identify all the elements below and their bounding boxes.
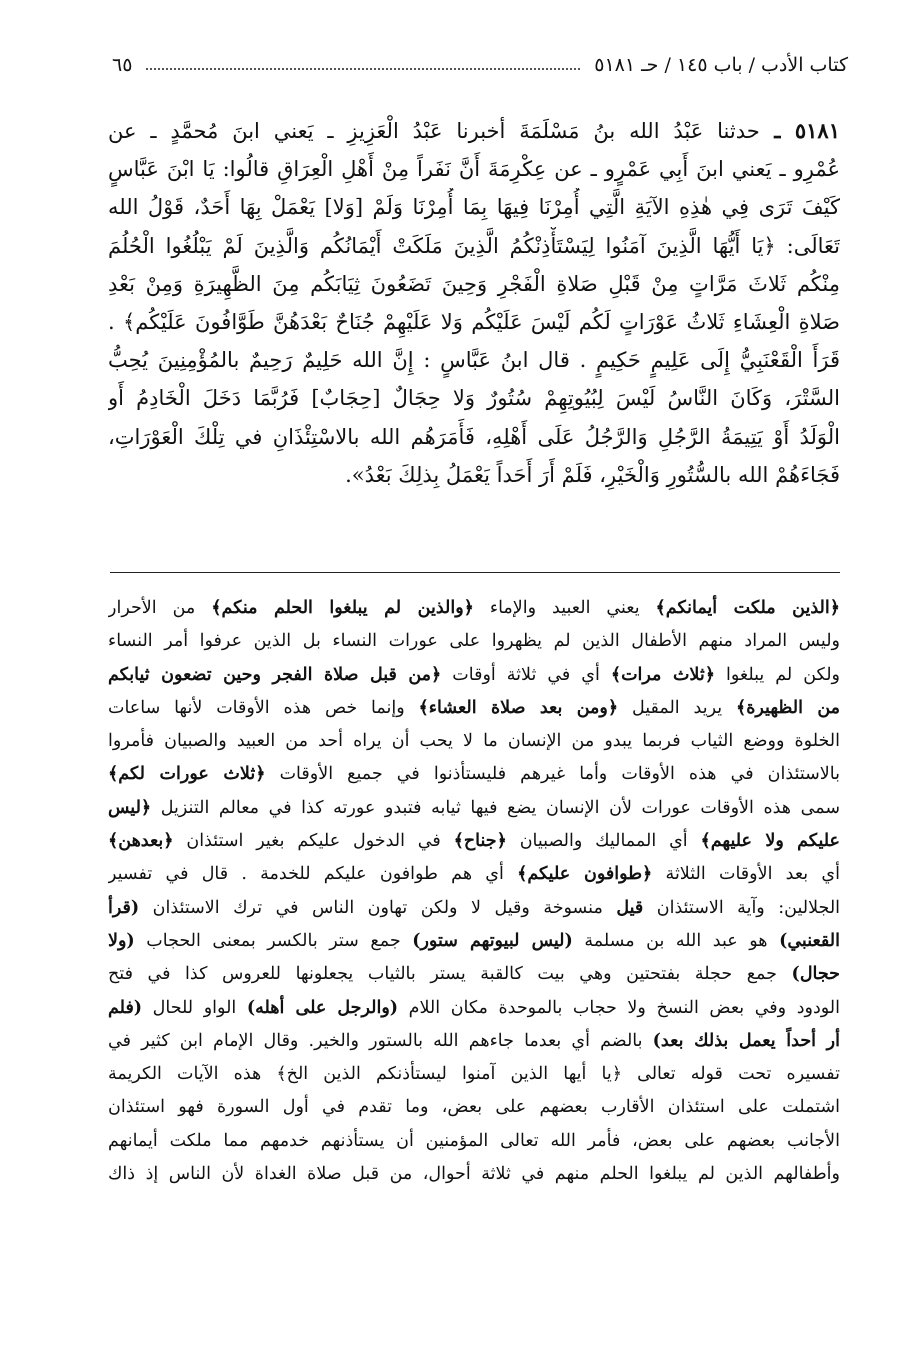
commentary-segment: بالضم أي بعدما جاءهم الله بالستور والخير. وقال الإمام ابن كثير في	[108, 1030, 653, 1051]
footnote-divider	[110, 572, 840, 573]
commentary-line	[108, 592, 840, 625]
commentary-line	[108, 825, 840, 858]
quoted-phrase: ﴿والذين لم يبلغوا الحلم منكم﴾	[211, 598, 474, 618]
quoted-phrase: ﴿ثلاث عورات لكم﴾	[108, 764, 266, 785]
quoted-phrase: ﴿طوافون عليكم﴾	[517, 864, 653, 885]
commentary-segment: أي في ثلاثة أوقات	[441, 664, 611, 685]
quoted-phrase: ﴿جناح﴾	[453, 831, 507, 852]
hadith-line	[108, 303, 840, 341]
hadith-line	[108, 265, 840, 303]
running-title: كتاب الأدب / باب ١٤٥ / حـ ٥١٨١	[594, 54, 848, 76]
commentary-line	[108, 1058, 840, 1091]
quoted-phrase: القعنبي)	[779, 930, 840, 951]
quoted-phrase: (ولا	[108, 930, 135, 951]
hadith-line	[108, 418, 840, 456]
hadith-line	[108, 150, 840, 188]
commentary-segment: في الدخول عليكم بغير استئذان	[173, 831, 454, 852]
quoted-phrase: (ليس لبيوتهم ستور)	[412, 930, 573, 951]
hadith-line-text: حدثنا عَبْدُ الله بنُ مَسْلَمَةَ أخبرنا عَبْدُ الْعَزِيزِ ـ يَعني ابنَ مُحمَّدٍ ـ عن	[108, 119, 760, 143]
hadith-line-text: مِنْكُم ثَلاثَ مَرَّاتٍ مِنْ قَبْلِ صَلاةِ الْفَجْرِ وَحِينَ تَضَعُونَ ثِيَابَكُم مِنَ الظَّهِيرَةِ وَمِنْ بَعْدِ	[108, 271, 840, 296]
commentary-segment: يعني العبيد والإماء	[473, 598, 656, 618]
commentary-segment: وأطفالهم الذين لم يبلغوا الحلم منهم في ثلاثة أحوال، من قبل صلاة الغداة لأن الناس إذ ذاك	[108, 1164, 840, 1185]
commentary-segment: بالاستئذان في هذه الأوقات وأما غيرهم فليستأذنوا في جميع الأوقات	[265, 764, 840, 785]
hadith-line-text: عُمْرِو ـ يَعني ابنَ أَبِي عَمْرٍو ـ عن عِكْرِمَةَ أَنَّ نَفَراً مِنْ أَهْلِ الْعِرَاقِ قالُوا: يَا ابْنَ عَبَّاسٍ	[108, 157, 840, 182]
header-dot-leader	[146, 68, 580, 70]
hadith-line	[108, 456, 840, 494]
commentary-line	[108, 692, 840, 725]
quoted-phrase: أر أحداً يعمل بذلك بعد)	[652, 1030, 840, 1051]
hadith-line	[108, 227, 840, 265]
commentary-segment: جمع حجلة بفتحتين وهي بيت كالقبة يستر بالثياب يجعلونها للعروس كذا في فتح	[108, 964, 792, 985]
commentary-segment: الجلالين: وآية الاستئذان	[643, 897, 840, 918]
hadith-line	[108, 112, 840, 150]
quoted-phrase: (قرأ	[108, 897, 140, 918]
quoted-phrase: ﴿بعدهن﴾	[108, 831, 174, 852]
hadith-line	[108, 379, 840, 417]
hadith-line-text: صَلاةِ الْعِشَاءِ ثَلاثُ عَوْرَاتٍ لَكُم لَيْسَ عَلَيْكُم وَلا عَلَيْهِمْ جُنَاحٌ بَعْدَهُنَّ طَوَّافُونَ عَلَيْكُم﴾ .	[108, 310, 840, 335]
commentary-line	[108, 625, 840, 658]
commentary-segment: وإنما خص هذه الأوقات لأنها ساعات	[108, 697, 419, 718]
commentary-line	[108, 725, 840, 758]
commentary-segment: الخلوة ووضع الثياب فربما يبدو من الإنسان ما لا يحب أن يراه أحد من العبيد والصبيان فأمروا	[108, 731, 840, 752]
page-header	[112, 48, 848, 82]
commentary-line	[108, 925, 840, 958]
hadith-line-text: تَعَالَى: ﴿يَا أَيُّهَا الَّذِينَ آمَنُوا لِيَسْتَأْذِنْكُمُ الَّذِينَ مَلَكَتْ أَيْمَانُكُم وَالَّذِينَ لَمْ يَبْلُغُوا الْحُلُمَ	[108, 233, 840, 258]
hadith-line-text: كَيْفَ تَرَى فِي هٰذِهِ الآيَةِ الَّتِي أُمِرْنَا فِيهَا بِمَا أُمِرْنَا وَلَمْ [وَلا] يَعْمَلْ بِهَا أَحَدٌ، قَوْلُ الله	[108, 195, 840, 220]
commentary-line	[108, 1158, 840, 1191]
commentary-line	[108, 1025, 840, 1058]
commentary-text	[108, 592, 840, 1191]
commentary-line	[108, 1125, 840, 1158]
hadith-text	[108, 112, 840, 494]
page-number: ٦٥	[112, 54, 133, 76]
quoted-phrase: (والرجل على أهله)	[246, 997, 399, 1018]
quoted-phrase: قيل	[616, 897, 644, 918]
commentary-segment: جمع ستر بالكسر بمعنى الحجاب	[134, 930, 413, 951]
hadith-line-text: الْوَلَدُ أَوْ يَتِيمَةُ الرَّجُلِ وَالرَّجُلُ عَلَى أَهْلِهِ، فَأَمَرَهُم الله بالاسْتِئْذَانِ في تِلْكَ الْعَوْرَاتِ،	[108, 424, 840, 449]
quoted-phrase: حجال)	[791, 964, 840, 985]
commentary-segment: سمى هذه الأوقات عورات لأن الإنسان يضع فيها ثيابه فتبدو عورته كذا في معالم التنزيل	[151, 797, 840, 818]
quoted-phrase: عليكم ولا عليهم﴾	[700, 831, 840, 852]
hadith-line-text: قَرَأَ الْقَعْنَبِيُّ إِلَى عَلِيمٍ حَكِيمٍ . قال ابنُ عَبَّاسٍ : إِنَّ الله حَلِيمٌ رَحِيمٌ بالمُؤْمِنِينَ يُحِبُّ	[108, 348, 840, 373]
commentary-segment: أي المماليك والصبيان	[506, 831, 701, 852]
commentary-segment: تفسيره تحت قوله تعالى ﴿يا أيها الذين آمنوا ليستأذنكم الذين الخ﴾ هذه الآيات الكريمة	[108, 1064, 840, 1085]
commentary-segment: الودود وفي بعض النسخ ولا حجاب بالموحدة مكان اللام	[398, 997, 840, 1018]
quoted-phrase: ﴿الذين ملكت أيمانكم﴾	[655, 598, 840, 618]
commentary-line	[108, 758, 840, 791]
quoted-phrase: من الظهيرة﴾	[735, 697, 840, 718]
commentary-line	[108, 858, 840, 891]
commentary-segment: الواو للحال	[142, 997, 247, 1018]
commentary-segment: من الأحرار	[108, 598, 212, 618]
hadith-line	[108, 341, 840, 379]
hadith-line	[108, 188, 840, 226]
commentary-segment: ولكن لم يبلغوا	[715, 664, 840, 685]
commentary-line	[108, 659, 840, 692]
hadith-number: ٥١٨١ ـ	[759, 118, 840, 143]
quoted-phrase: ﴿ومن بعد صلاة العشاء﴾	[418, 697, 619, 718]
commentary-segment: أي هم طوافون عليكم للخدمة . قال في تفسير	[108, 864, 518, 885]
commentary-line	[108, 992, 840, 1025]
commentary-segment: وليس المراد منهم الأطفال الذين لم يظهروا على عورات النساء بل الذين عرفوا أمر النساء	[108, 631, 840, 652]
commentary-segment: أي بعد الأوقات الثلاثة	[652, 864, 840, 885]
hadith-line-text: السَّتْرَ، وَكَانَ النَّاسُ لَيْسَ لِبُيُوتِهِمْ سُتُورٌ وَلا حِجَالٌ [حِجَابٌ] فَرُبَّمَا دَخَلَ الْخَادِمُ أَو	[108, 386, 840, 411]
quoted-phrase: ﴿من قبل صلاة الفجر وحين تضعون ثيابكم	[108, 664, 442, 685]
commentary-segment: هو عبد الله بن مسلمة	[572, 930, 780, 951]
commentary-line	[108, 792, 840, 825]
commentary-line	[108, 958, 840, 991]
commentary-line	[108, 1091, 840, 1124]
quoted-phrase: ﴿ليس	[108, 797, 152, 818]
commentary-segment: اشتملت على استئذان الأقارب بعضهم على بعض، وما تقدم في أول السورة فهو استئذان	[108, 1097, 840, 1118]
commentary-line	[108, 892, 840, 925]
quoted-phrase: ﴿ثلاث مرات﴾	[610, 664, 715, 685]
hadith-line-text: فَجَاءَهُمْ الله بالسُّتُورِ وَالْخَيْرِ، فَلَمْ أَرَ أَحَداً يَعْمَلُ بِذلِكَ بَعْدُ».	[345, 462, 840, 487]
commentary-segment: الأجانب بعضهم على بعض، فأمر الله تعالى المؤمنين أن يستأذنهم خدمهم مما ملكت أيمانهم	[108, 1130, 840, 1151]
quoted-phrase: (فلم	[108, 997, 143, 1018]
commentary-segment: منسوخة وقيل لا ولكن تهاون الناس في ترك الاستئذان	[139, 897, 617, 918]
commentary-segment: يريد المقيل	[618, 697, 736, 718]
